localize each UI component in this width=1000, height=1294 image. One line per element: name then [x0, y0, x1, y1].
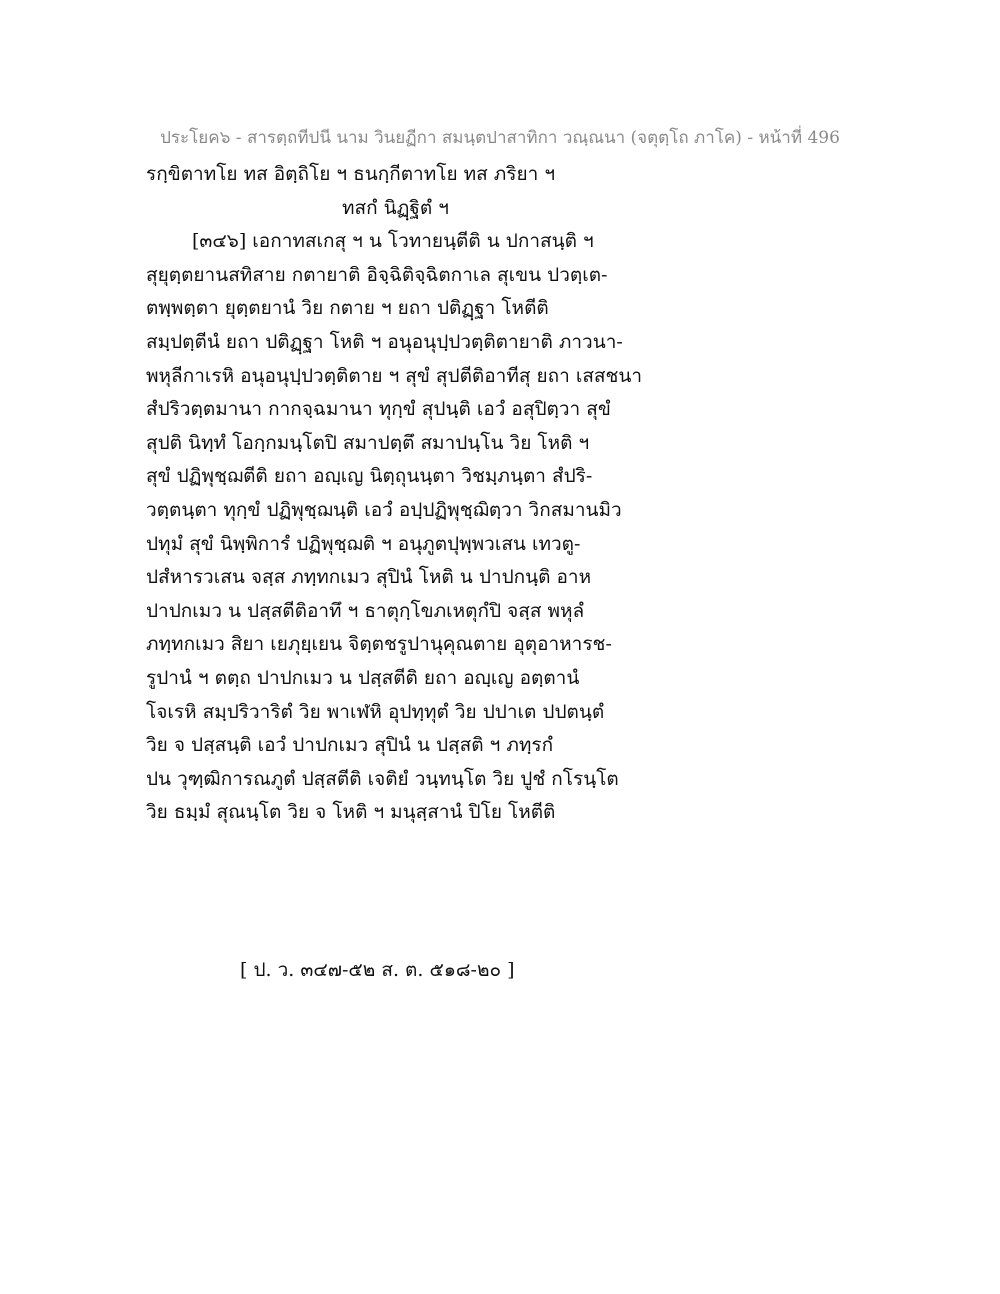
text-line: ปสํหารวเสน จสฺส ภทฺทกเมว สุปินํ โหติ น ปาปกนฺติ อาห	[146, 566, 592, 589]
text-line: ตพฺพตฺตา ยุตฺตยานํ วิย กตาย ฯ ยถา ปติฏฺฐา โหตีติ	[146, 297, 549, 320]
running-header: ประโยค๖ - สารตฺถทีปนี นาม วินยฏีกา สมนฺตปาสาทิกา วณฺณนา (จตุตฺโถ ภาโค) - หน้าที่ 496	[160, 128, 840, 148]
text-line: [๓๔๖] เอกาทสเกสุ ฯ น โวทายนฺตีติ น ปกาสนฺติ ฯ	[192, 230, 594, 253]
text-line: สุยุตฺตยานสทิสาย กตายาติ อิจฺฉิติจฺฉิตกาเล สุเขน ปวตฺเต-	[146, 263, 608, 286]
text-line: สุปติ นิทฺทํ โอกฺกมนฺโตปิ สมาปตฺตึ สมาปนฺโน วิย โหติ ฯ	[146, 431, 590, 454]
text-line: รูปานํ ฯ ตตฺถ ปาปกเมว น ปสฺสตีติ ยถา อญฺเญ อตฺตานํ	[146, 666, 580, 689]
text-line: ภทฺทกเมว สิยา เยภุยฺเยน จิตฺตชรูปานุคุณตาย อุตุอาหารช-	[146, 633, 612, 656]
text-line: รกฺขิตาทโย ทส อิตฺถิโย ฯ ธนกฺกีตาทโย ทส ภริยา ฯ	[146, 163, 556, 185]
text-line: ปน วุฑฺฒิการณภูตํ ปสฺสตีติ เจติยํ วนฺทนฺโต วิย ปูชํ กโรนฺโต	[146, 767, 619, 790]
text-line: วิย จ ปสฺสนฺติ เอวํ ปาปกเมว สุปินํ น ปสฺสติ ฯ ภทฺรกํ	[146, 734, 554, 757]
text-line: สํปริวตฺตมานา กากจฺฉมานา ทุกฺขํ สุปนฺติ เอวํ อสุปิตฺวา สุขํ	[146, 398, 611, 421]
text-line: โจเรหิ สมฺปริวาริตํ วิย พาเฬหิ อุปทฺทุตํ วิย ปปาเต ปปตนฺตํ	[146, 700, 605, 723]
body-text	[146, 158, 686, 830]
reference-note: [ ป. ว. ๓๔๗-๕๒ ส. ต. ๕๑๘-๒๐ ]	[240, 959, 515, 981]
text-line: วิย ธมฺมํ สุณนฺโต วิย จ โหติ ฯ มนุสฺสานํ ปิโย โหตีติ	[146, 801, 556, 824]
text-line: สุขํ ปฏิพุชฺฌตีติ ยถา อญฺเญ นิตฺถุนนฺตา วิชมฺภนฺตา สํปริ-	[146, 465, 593, 488]
text-line: ปาปกเมว น ปสฺสตีติอาทึ ฯ ธาตุกฺโขภเหตุกํปิ จสฺส พหุลํ	[146, 599, 585, 622]
text-line: วตฺตนฺตา ทุกฺขํ ปฏิพุชฺฌนฺติ เอวํ อปฺปฏิพุชฺฌิตฺวา วิกสมานมิว	[146, 498, 622, 521]
section-end-title: ทสกํ นิฏฺฐิตํ ฯ	[342, 196, 449, 219]
text-line: พหุลีกาเรหิ อนุอนุปฺปวตฺติตาย ฯ สุขํ สุปตีติอาทีสุ ยถา เสสชนา	[146, 364, 643, 387]
text-line: ปทุมํ สุขํ นิพฺพิการํ ปฏิพุชฺฌติ ฯ อนุภูตปุพฺพวเสน เทวตู-	[146, 532, 581, 555]
text-line: สมฺปตฺตีนํ ยถา ปติฏฺฐา โหติ ฯ อนุอนุปฺปวตฺติตายาติ ภาวนา-	[146, 330, 623, 353]
